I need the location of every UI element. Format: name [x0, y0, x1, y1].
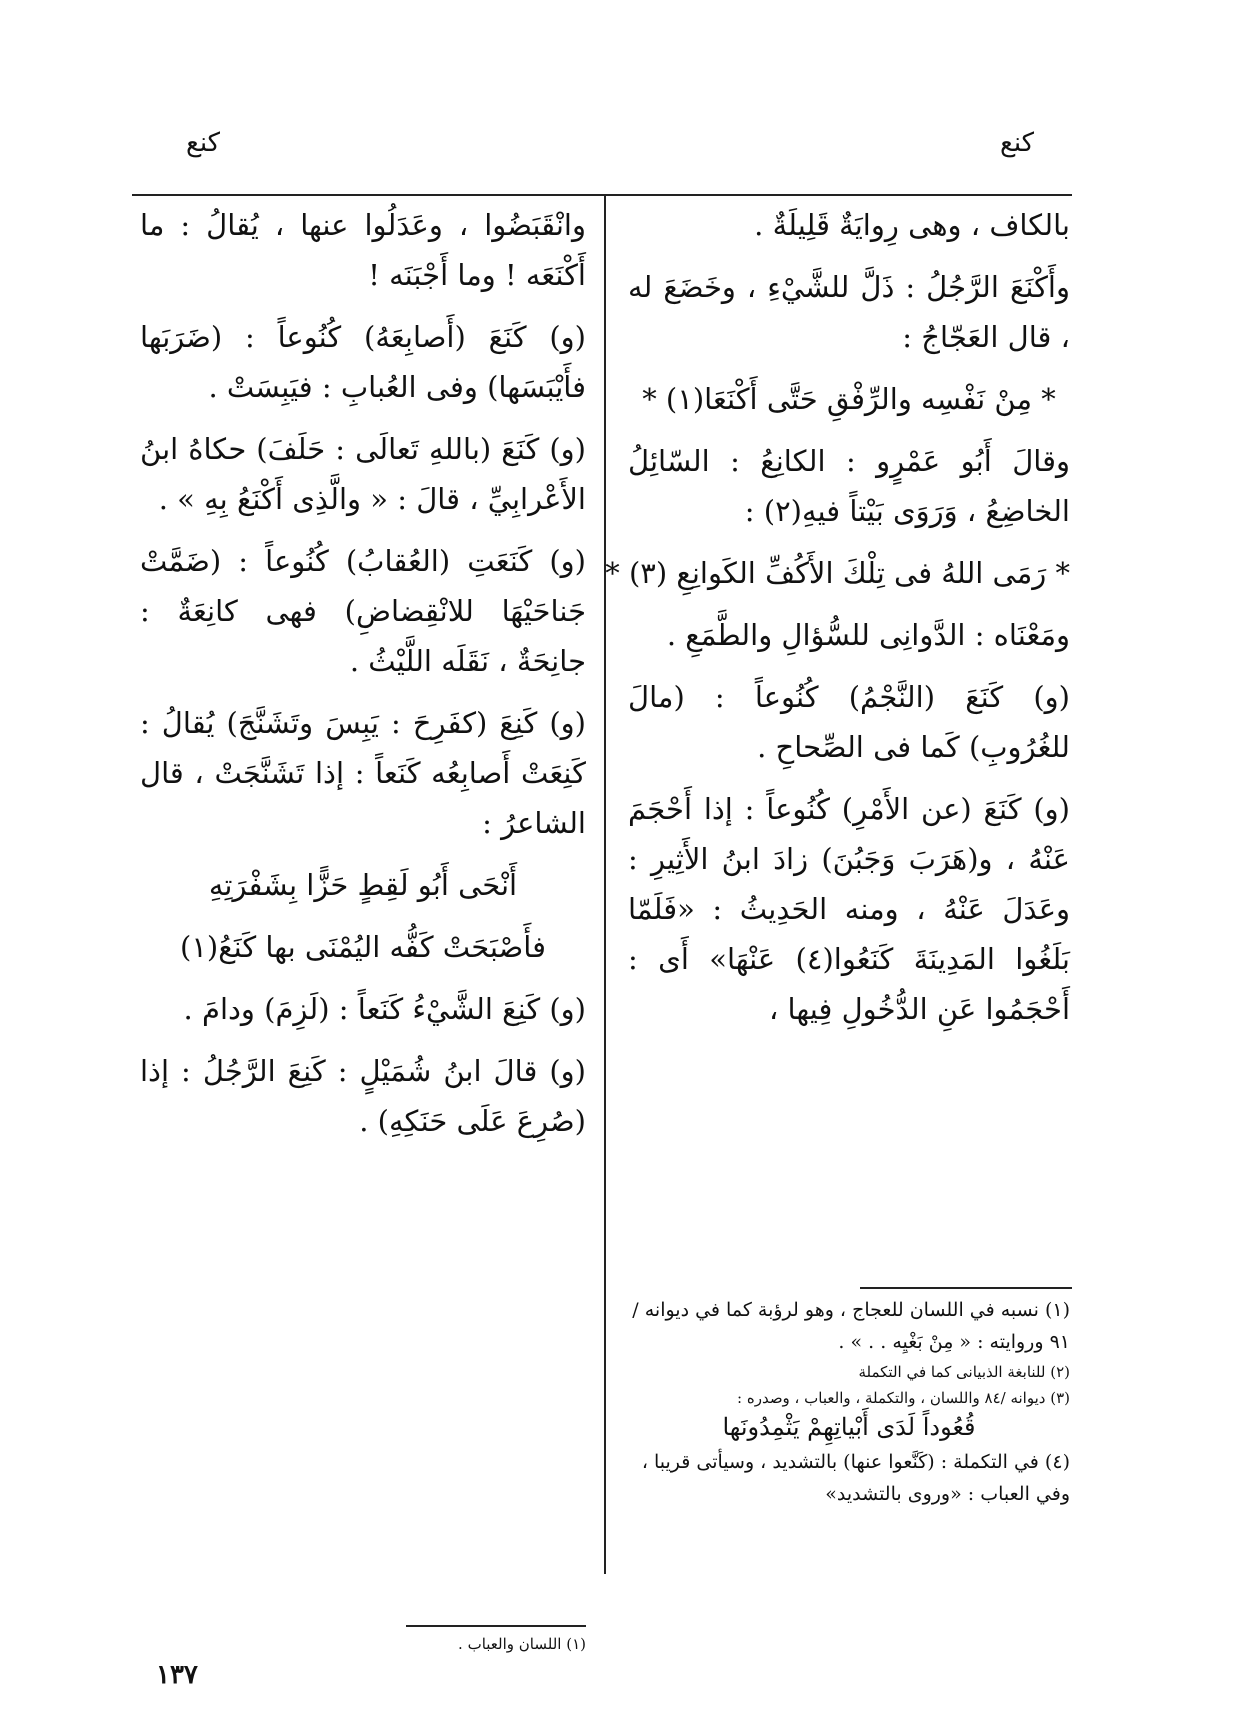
entry-paragraph: (و) كَنَعَتِ (العُقابُ) كُنُوعاً : (ضَمَّتْ جَناحَيْهَا للانْقِضاضِ) فهى كانِعَةٌ : جانِحَةٌ ، نَقَلَه اللَّيْثُ . [140, 544, 586, 678]
verse-line: أَنْحَى أَبُو لَقِطٍ حَزًّا بِشَفْرَتِهِ [208, 868, 518, 902]
page-number: ١٣٧ [156, 1660, 198, 1690]
entry-paragraph: (و) كَنِعَ الشَّيْءُ كَنَعاً : (لَزِمَ) ودامَ . [183, 992, 586, 1026]
entry-paragraph: (و) قالَ ابنُ شُمَيْلٍ : كَنِعَ الرَّجُلُ : إذا (صُرِعَ عَلَى حَنَكِهِ) . [140, 1054, 586, 1138]
footnote-item: (١) اللسان والعباب . [458, 1635, 586, 1653]
entry-paragraph: وقالَ أَبُو عَمْرٍو : الكانِعُ : السّائِلُ الخاضِعُ ، وَرَوَى بَيْتاً فيهِ(٢) : [628, 444, 1070, 528]
entry-paragraph: ومَعْنَاه : الدَّوانِى للسُّؤالِ والطَّمَعِ . [666, 618, 1070, 652]
footnote-verse: قُعُوداً لَدَى أَبْياتِهِمْ يَثْمِدُونَها [722, 1413, 976, 1441]
footnote-item: (٢) للنابغة الذبيانى كما في التكملة [858, 1363, 1070, 1381]
verse-line: * مِنْ نَفْسِه والرِّفْقِ حَتَّى أَكْنَعَا(١) * [642, 382, 1056, 416]
entry-paragraph: (و) كَنَعَ (عن الأَمْرِ) كُنُوعاً : إذا أَحْجَمَ عَنْهُ ، و(هَرَبَ وَجَبُنَ) زادَ ابنُ الأَثِيرِ : وعَدَلَ عَنْهُ ، ومنه الحَدِيثُ : «فَلَمّا بَلَغُوا المَدِينَةَ كَنَعُوا(٤) عَنْهَا» أَى : أَحْجَمُوا عَنِ الدُّخُولِ فِيها ، [628, 792, 1070, 1026]
verse-line: فأَصْبَحَتْ كَفُّه اليُمْنَى بها كَنَعُ(١) [180, 930, 546, 964]
entry-paragraph: بالكاف ، وهى رِوايَةٌ قَلِيلَةٌ . [754, 208, 1070, 242]
left-footnotes [140, 1632, 586, 1658]
verse-line: * رَمَى اللهُ فى تِلْكَ الأَكُفِّ الكَوانِعِ (٣) * [605, 556, 1070, 590]
footnote-rule-right [860, 1287, 1072, 1289]
right-footnotes [628, 1294, 1070, 1512]
header-rule [132, 194, 1072, 196]
right-column [605, 200, 1070, 1046]
footnote-rule-left [406, 1625, 586, 1627]
footnote-item: (٣) ديوانه /٨٤ واللسان ، والتكملة ، والعباب ، وصدره : [737, 1389, 1070, 1407]
entry-paragraph: (و) كَنَعَ (النَّجْمُ) كُنُوعاً : (مالَ للغُرُوبِ) كَما فى الصِّحاحِ . [628, 680, 1070, 764]
entry-paragraph: (و) كَنَعَ (أَصابِعَهُ) كُنُوعاً : (ضَرَبَها فأَيْبَسَها) وفى العُبابِ : فيَبِسَتْ . [140, 320, 586, 404]
running-header-left: كنع [186, 128, 221, 158]
running-header-right: كنع [1000, 128, 1035, 158]
footnote-item: (١) نسبه في اللسان للعجاج ، وهو لرؤبة كما في ديوانه /٩١ وروايته : « مِنْ بَغْيِه . . » . [632, 1299, 1070, 1353]
left-column [140, 200, 586, 1158]
footnote-item: (٤) في التكملة : (كَنَّعوا عنها) بالتشديد ، وسيأتى قريبا ، وفي العباب : «وروى بالتشديد» [641, 1451, 1070, 1505]
column-divider [604, 196, 606, 1574]
entry-paragraph: (و) كَنَعَ (باللهِ تَعالَى : حَلَفَ) حكاهُ ابنُ الأَعْرابِيِّ ، قالَ : « والَّذِى أَكْنَعُ بِهِ » . [140, 432, 586, 516]
entry-paragraph: وانْقَبَضُوا ، وعَدَلُوا عنها ، يُقالُ : ما أَكْنَعَه ! وما أَجْبَنَه ! [140, 208, 586, 292]
entry-paragraph: وأَكْنَعَ الرَّجُلُ : ذَلَّ للشَّيْءِ ، وخَضَعَ له ، قال العَجّاجُ : [628, 270, 1070, 354]
entry-paragraph: (و) كَنِعَ (كفَرِحَ : يَبِسَ وتَشَنَّجَ) يُقالُ : كَنِعَتْ أَصابِعُه كَنَعاً : إذا تَشَنَّجَتْ ، قال الشاعرُ : [140, 706, 586, 840]
